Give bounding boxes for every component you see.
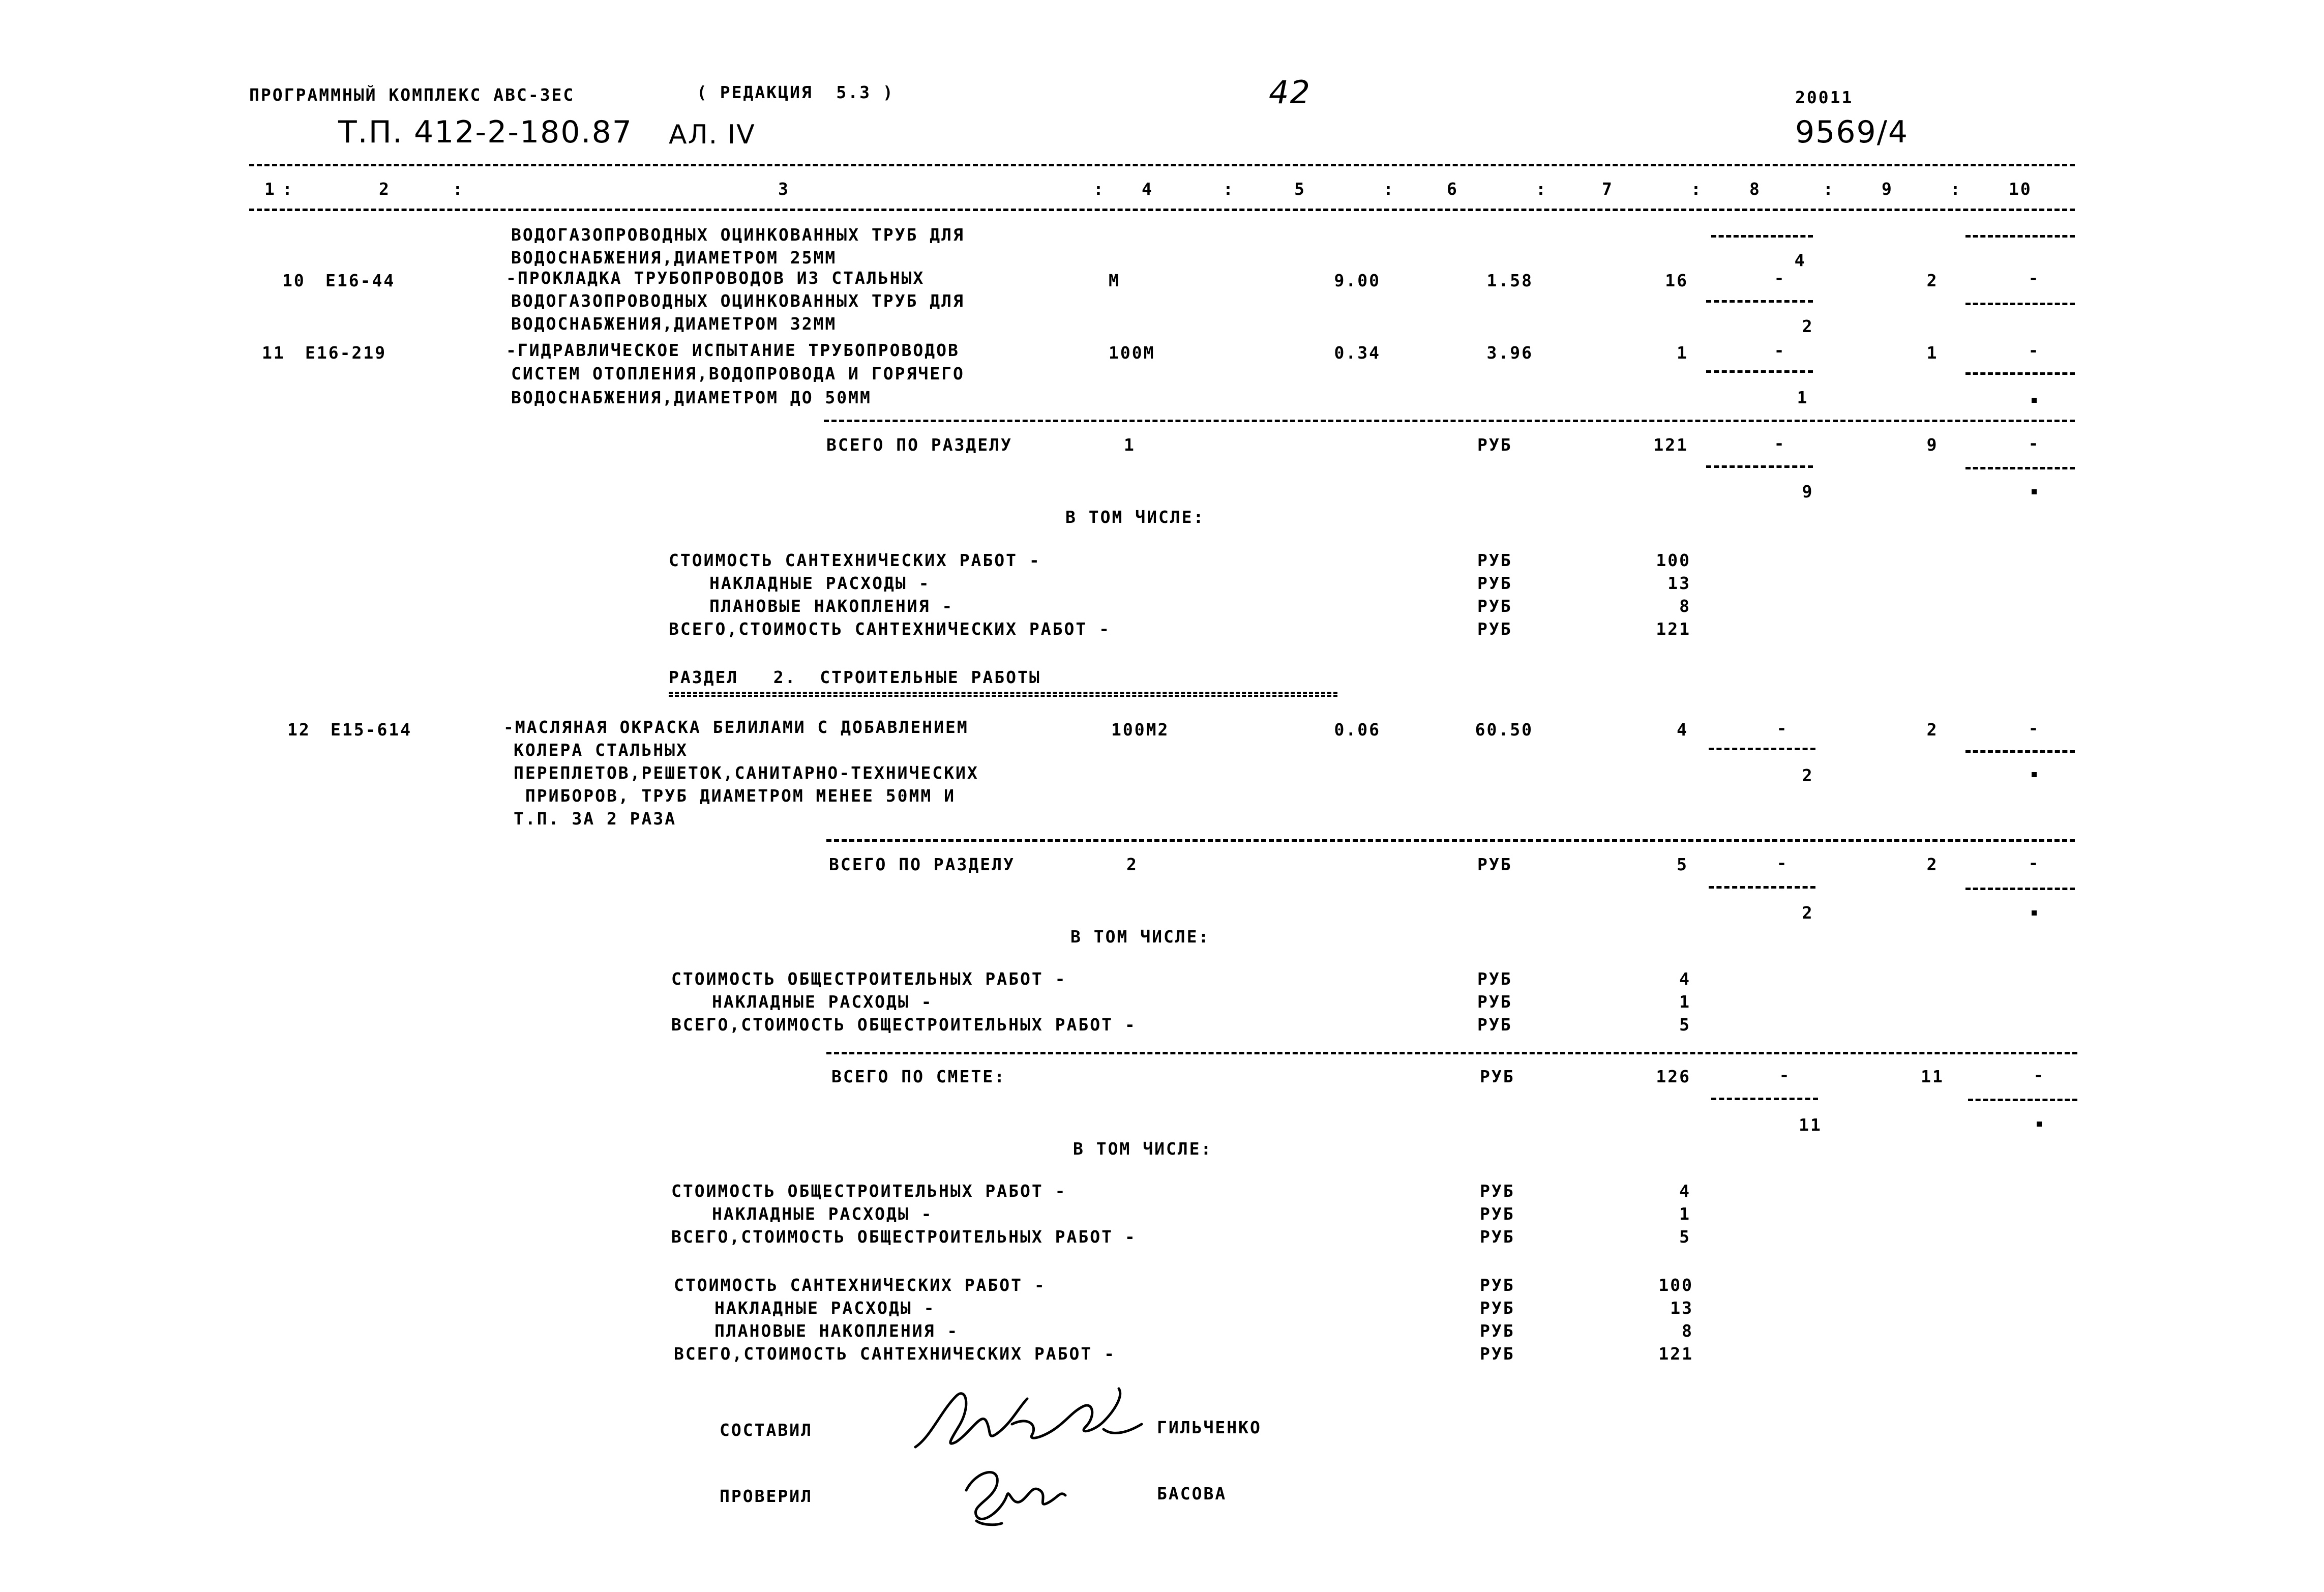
col8-rule bbox=[1706, 300, 1813, 303]
breakdown-unit: РУБ bbox=[1477, 619, 1512, 639]
breakdown-unit: РУБ bbox=[1477, 596, 1512, 616]
section-total-number: 1 bbox=[1124, 435, 1136, 455]
col8-rule bbox=[1709, 748, 1815, 750]
table-top-rule bbox=[249, 164, 2075, 166]
breakdown-label: ПЛАНОВЫЕ НАКОПЛЕНИЯ - bbox=[709, 596, 954, 616]
col10-marker bbox=[2032, 772, 2037, 777]
column-separator: : bbox=[282, 179, 294, 199]
grand-total-col8-bottom: 11 bbox=[1799, 1115, 1822, 1135]
breakdown-label: НАКЛАДНЫЕ РАСХОДЫ - bbox=[709, 573, 931, 593]
grand-total-unit: РУБ bbox=[1480, 1067, 1515, 1086]
section-rule bbox=[824, 420, 2075, 422]
breakdown-value: 100 bbox=[1656, 550, 1691, 570]
breakdown-unit: РУБ bbox=[1477, 573, 1512, 593]
column-separator: : bbox=[1383, 179, 1395, 199]
grand-total-col9: 11 bbox=[1921, 1067, 1944, 1086]
row-col9: 1 bbox=[1926, 343, 1939, 363]
column-header: 6 bbox=[1447, 179, 1458, 199]
breakdown-unit: РУБ bbox=[1480, 1298, 1515, 1318]
row-col8-bottom: 2 bbox=[1802, 765, 1814, 785]
program-edition: ( РЕДАКЦИЯ 5.3 ) bbox=[697, 82, 895, 102]
col10-marker bbox=[2032, 910, 2037, 916]
row-desc: Т.П. ЗА 2 РАЗА bbox=[514, 809, 677, 829]
program-name: ПРОГРАММНЫЙ КОМПЛЕКС АВС-3ЕС bbox=[249, 85, 575, 105]
section-rule bbox=[826, 839, 2075, 842]
including-label: В ТОМ ЧИСЛЕ: bbox=[1073, 1139, 1213, 1159]
breakdown-label: НАКЛАДНЫЕ РАСХОДЫ - bbox=[714, 1298, 936, 1318]
checked-by-name: БАСОВА bbox=[1157, 1484, 1227, 1503]
breakdown-unit: РУБ bbox=[1480, 1204, 1515, 1224]
row-col8-bottom: 2 bbox=[1802, 316, 1814, 336]
column-header: 3 bbox=[778, 179, 790, 199]
section-total-col8: - bbox=[1774, 433, 1786, 453]
breakdown-label: СТОИМОСТЬ САНТЕХНИЧЕСКИХ РАБОТ - bbox=[674, 1275, 1046, 1295]
breakdown-unit: РУБ bbox=[1477, 1015, 1512, 1035]
grand-total-col8: - bbox=[1779, 1065, 1791, 1085]
section-total-col10: - bbox=[2028, 433, 2040, 453]
row-code: Е16-44 bbox=[325, 271, 396, 290]
row-unit: 100М2 bbox=[1111, 720, 1170, 740]
row-col10: - bbox=[2028, 340, 2040, 360]
checked-by-label: ПРОВЕРИЛ bbox=[720, 1486, 813, 1506]
project-number: Т.П. 412-2-180.87 bbox=[338, 114, 633, 150]
document-number: 9569/4 bbox=[1795, 114, 1909, 150]
section-total-unit: РУБ bbox=[1477, 435, 1512, 455]
breakdown-value: 1 bbox=[1679, 992, 1691, 1012]
section-total-col8-bottom: 9 bbox=[1802, 482, 1814, 502]
section-total-col10: - bbox=[2028, 853, 2040, 873]
including-label: В ТОМ ЧИСЛЕ: bbox=[1070, 927, 1210, 947]
breakdown-value: 13 bbox=[1667, 573, 1691, 593]
column-header: 8 bbox=[1749, 179, 1761, 199]
column-header: 7 bbox=[1602, 179, 1614, 199]
row-desc: ПРИБОРОВ, ТРУБ ДИАМЕТРОМ МЕНЕЕ 50ММ И bbox=[514, 786, 956, 806]
col8-rule bbox=[1711, 235, 1813, 238]
breakdown-value: 4 bbox=[1679, 1181, 1691, 1201]
section-total-label: ВСЕГО ПО РАЗДЕЛУ bbox=[826, 435, 1012, 455]
row-number: 10 bbox=[282, 271, 306, 290]
column-separator: : bbox=[1823, 179, 1835, 199]
row-total: 16 bbox=[1665, 271, 1688, 290]
row-desc-continued: ВОДОГАЗОПРОВОДНЫХ ОЦИНКОВАННЫХ ТРУБ ДЛЯ bbox=[511, 225, 965, 245]
column-separator: : bbox=[1223, 179, 1235, 199]
breakdown-unit: РУБ bbox=[1480, 1227, 1515, 1247]
col10-rule bbox=[1965, 372, 2075, 375]
breakdown-unit: РУБ bbox=[1477, 992, 1512, 1012]
compiled-by-label: СОСТАВИЛ bbox=[720, 1420, 813, 1440]
section-total-number: 2 bbox=[1126, 854, 1138, 874]
col8-rule bbox=[1709, 886, 1815, 889]
row-unit: 100М bbox=[1109, 343, 1155, 363]
row-quantity: 9.00 bbox=[1334, 271, 1381, 290]
grand-total-value: 126 bbox=[1656, 1067, 1691, 1086]
compiled-signature bbox=[910, 1376, 1154, 1457]
row-quantity: 0.34 bbox=[1334, 343, 1381, 363]
compiled-by-name: ГИЛЬЧЕНКО bbox=[1157, 1418, 1262, 1437]
breakdown-label: НАКЛАДНЫЕ РАСХОДЫ - bbox=[712, 1204, 933, 1224]
breakdown-label: ВСЕГО,СТОИМОСТЬ САНТЕХНИЧЕСКИХ РАБОТ - bbox=[674, 1344, 1116, 1364]
row-quantity: 0.06 bbox=[1334, 720, 1381, 740]
grand-total-col10: - bbox=[2033, 1065, 2045, 1085]
row-unit: М bbox=[1109, 271, 1120, 290]
row-desc-continued: ВОДОСНАБЖЕНИЯ,ДИАМЕТРОМ 25ММ bbox=[511, 248, 837, 268]
col10-rule bbox=[1965, 467, 2075, 469]
column-separator: : bbox=[1536, 179, 1547, 199]
section-title: РАЗДЕЛ 2. СТРОИТЕЛЬНЫЕ РАБОТЫ bbox=[669, 667, 1041, 687]
col10-rule bbox=[1965, 750, 2075, 753]
section-total-value: 5 bbox=[1677, 854, 1688, 874]
breakdown-label: СТОИМОСТЬ ОБЩЕСТРОИТЕЛЬНЫХ РАБОТ - bbox=[671, 1181, 1067, 1201]
section-total-col8: - bbox=[1776, 853, 1789, 873]
breakdown-label: СТОИМОСТЬ САНТЕХНИЧЕСКИХ РАБОТ - bbox=[669, 550, 1041, 570]
breakdown-value: 13 bbox=[1670, 1298, 1693, 1318]
column-header: 9 bbox=[1882, 179, 1893, 199]
row-desc: СИСТЕМ ОТОПЛЕНИЯ,ВОДОПРОВОДА И ГОРЯЧЕГО bbox=[511, 364, 965, 384]
breakdown-value: 1 bbox=[1679, 1204, 1691, 1224]
breakdown-unit: РУБ bbox=[1480, 1344, 1515, 1364]
row-col8-top: 4 bbox=[1794, 250, 1806, 270]
row-desc: -ПРОКЛАДКА ТРУБОПРОВОДОВ ИЗ СТАЛЬНЫХ bbox=[506, 268, 925, 288]
row-desc: КОЛЕРА СТАЛЬНЫХ bbox=[514, 740, 689, 760]
breakdown-label: НАКЛАДНЫЕ РАСХОДЫ - bbox=[712, 992, 933, 1012]
col8-rule bbox=[1706, 370, 1813, 373]
album-number: АЛ. IV bbox=[669, 120, 756, 150]
breakdown-unit: РУБ bbox=[1477, 550, 1512, 570]
row-code: Е16-219 bbox=[305, 343, 387, 363]
row-col9: 2 bbox=[1926, 720, 1939, 740]
row-desc: -ГИДРАВЛИЧЕСКОЕ ИСПЫТАНИЕ ТРУБОПРОВОДОВ bbox=[506, 340, 960, 360]
col10-rule bbox=[1968, 1099, 2077, 1101]
row-desc: ВОДОСНАБЖЕНИЯ,ДИАМЕТРОМ 32ММ bbox=[511, 314, 837, 334]
column-header: 5 bbox=[1294, 179, 1306, 199]
row-desc: ВОДОГАЗОПРОВОДНЫХ ОЦИНКОВАННЫХ ТРУБ ДЛЯ bbox=[511, 291, 965, 311]
breakdown-value: 5 bbox=[1679, 1015, 1691, 1035]
including-label: В ТОМ ЧИСЛЕ: bbox=[1065, 507, 1205, 527]
breakdown-value: 4 bbox=[1679, 969, 1691, 989]
breakdown-value: 8 bbox=[1679, 596, 1691, 616]
col10-marker bbox=[2032, 489, 2037, 494]
row-total: 1 bbox=[1677, 343, 1688, 363]
document-code: 20011 bbox=[1795, 87, 1854, 107]
table-header-rule bbox=[249, 209, 2075, 211]
breakdown-unit: РУБ bbox=[1480, 1275, 1515, 1295]
breakdown-value: 5 bbox=[1679, 1227, 1691, 1247]
breakdown-label: ВСЕГО,СТОИМОСТЬ САНТЕХНИЧЕСКИХ РАБОТ - bbox=[669, 619, 1111, 639]
row-unit-price: 3.96 bbox=[1486, 343, 1533, 363]
column-separator: : bbox=[1093, 179, 1105, 199]
col10-rule bbox=[1965, 888, 2075, 890]
col10-rule bbox=[1965, 303, 2075, 305]
column-separator: : bbox=[1950, 179, 1962, 199]
section-total-label: ВСЕГО ПО РАЗДЕЛУ bbox=[829, 854, 1015, 874]
row-number: 11 bbox=[262, 343, 285, 363]
column-header: 2 bbox=[379, 179, 391, 199]
column-header: 10 bbox=[2009, 179, 2032, 199]
col8-rule bbox=[1711, 1098, 1818, 1100]
breakdown-unit: РУБ bbox=[1480, 1181, 1515, 1201]
breakdown-label: ВСЕГО,СТОИМОСТЬ ОБЩЕСТРОИТЕЛЬНЫХ РАБОТ - bbox=[671, 1015, 1137, 1035]
page-number: 42 bbox=[1269, 74, 1311, 111]
section-total-col9: 2 bbox=[1926, 854, 1939, 874]
column-header: 4 bbox=[1142, 179, 1153, 199]
column-separator: : bbox=[453, 179, 464, 199]
col10-marker bbox=[2037, 1122, 2042, 1127]
row-code: Е15-614 bbox=[331, 720, 412, 740]
row-col10: - bbox=[2028, 268, 2040, 288]
breakdown-value: 121 bbox=[1658, 1344, 1693, 1364]
row-desc: ПЕРЕПЛЕТОВ,РЕШЕТОК,САНИТАРНО-ТЕХНИЧЕСКИХ bbox=[514, 763, 979, 783]
breakdown-label: ВСЕГО,СТОИМОСТЬ ОБЩЕСТРОИТЕЛЬНЫХ РАБОТ - bbox=[671, 1227, 1137, 1247]
row-col9: 2 bbox=[1926, 271, 1939, 290]
grand-total-rule bbox=[826, 1052, 2077, 1054]
row-col8: - bbox=[1774, 340, 1786, 360]
section-total-unit: РУБ bbox=[1477, 854, 1512, 874]
row-total: 4 bbox=[1677, 720, 1688, 740]
row-col8: - bbox=[1774, 268, 1786, 288]
section-total-col9: 9 bbox=[1926, 435, 1939, 455]
checked-signature bbox=[946, 1460, 1078, 1531]
section-total-col8-bottom: 2 bbox=[1802, 903, 1814, 923]
row-number: 12 bbox=[287, 720, 311, 740]
col8-rule bbox=[1706, 465, 1813, 468]
col10-rule bbox=[1965, 235, 2075, 238]
breakdown-value: 100 bbox=[1658, 1275, 1693, 1295]
col10-marker bbox=[2032, 398, 2037, 403]
section-title-underline bbox=[669, 692, 1337, 697]
section-total-value: 121 bbox=[1653, 435, 1688, 455]
row-col8: - bbox=[1776, 718, 1789, 738]
row-desc: -МАСЛЯНАЯ ОКРАСКА БЕЛИЛАМИ С ДОБАВЛЕНИЕМ bbox=[503, 717, 969, 737]
row-desc: ВОДОСНАБЖЕНИЯ,ДИАМЕТРОМ ДО 50ММ bbox=[511, 388, 872, 407]
row-col8-bottom: 1 bbox=[1797, 388, 1809, 407]
grand-total-label: ВСЕГО ПО СМЕТЕ: bbox=[831, 1067, 1006, 1086]
row-unit-price: 1.58 bbox=[1486, 271, 1533, 290]
breakdown-label: ПЛАНОВЫЕ НАКОПЛЕНИЯ - bbox=[714, 1321, 959, 1341]
breakdown-value: 121 bbox=[1656, 619, 1691, 639]
breakdown-label: СТОИМОСТЬ ОБЩЕСТРОИТЕЛЬНЫХ РАБОТ - bbox=[671, 969, 1067, 989]
column-header: 1 bbox=[264, 179, 276, 199]
breakdown-value: 8 bbox=[1682, 1321, 1693, 1341]
row-col10: - bbox=[2028, 718, 2040, 738]
breakdown-unit: РУБ bbox=[1480, 1321, 1515, 1341]
column-separator: : bbox=[1691, 179, 1703, 199]
breakdown-unit: РУБ bbox=[1477, 969, 1512, 989]
row-unit-price: 60.50 bbox=[1475, 720, 1533, 740]
